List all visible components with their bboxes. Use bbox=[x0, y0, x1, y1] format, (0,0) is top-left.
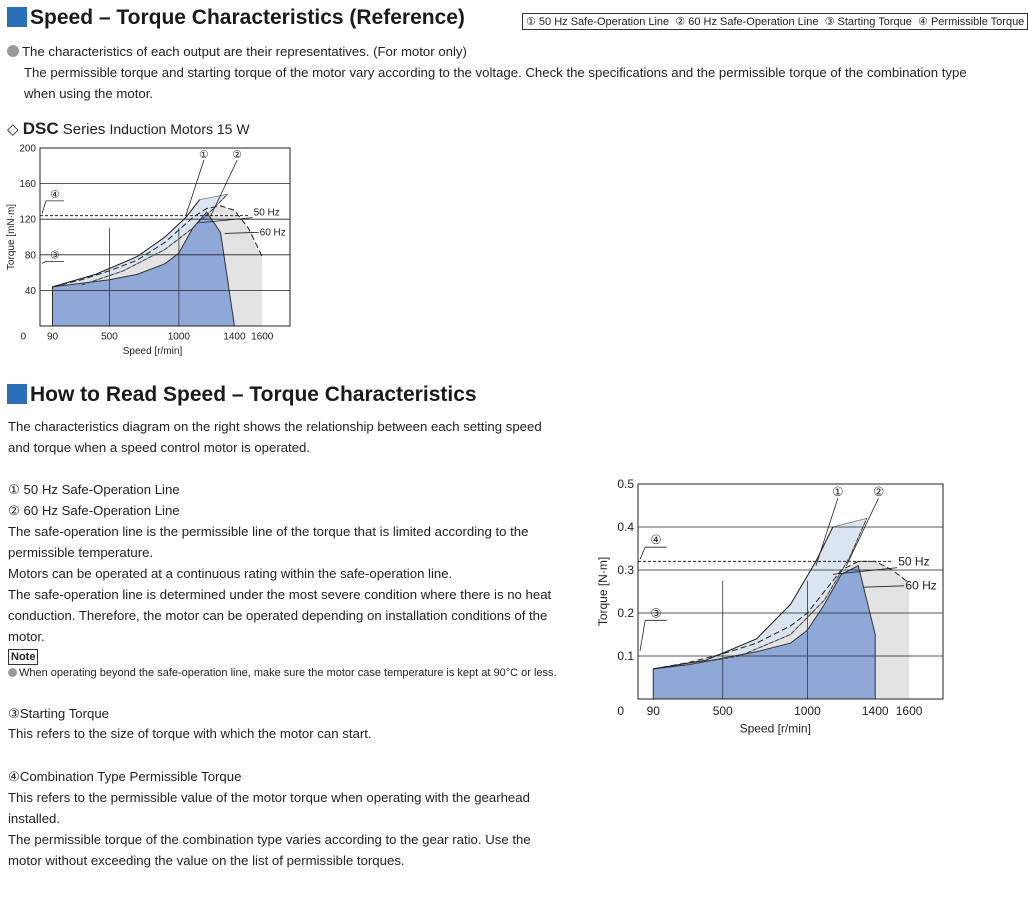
intro-line1: The characteristics diagram on the right shows the relationship between each setting speed bbox=[8, 419, 542, 434]
legend-item: ④ Permissible Torque bbox=[918, 16, 1025, 28]
chart-large bbox=[590, 472, 960, 742]
x-tick-label: 90 bbox=[46, 331, 59, 343]
starting-torque-text: This refers to the size of torque with which the motor can start. bbox=[8, 726, 372, 741]
y-tick-label: 80 bbox=[24, 250, 36, 262]
chart-small bbox=[0, 140, 300, 360]
bullet-dot-icon bbox=[7, 45, 19, 57]
zero-label: 0 bbox=[20, 331, 26, 343]
x-tick-label: 1000 bbox=[794, 704, 821, 719]
marker-1-label: ① bbox=[199, 149, 209, 161]
item1-heading: ① 50 Hz Safe-Operation Line bbox=[8, 482, 180, 497]
para1-line1: The permissible torque and starting torque of the motor vary according to the voltage. Check the specifications and the permissible torque of the combination type bbox=[24, 65, 967, 80]
bullet-dot-icon bbox=[8, 668, 17, 677]
y-tick-label: 200 bbox=[19, 143, 36, 155]
x-tick-label: 1600 bbox=[895, 704, 923, 719]
safe-line2: permissible temperature. bbox=[8, 545, 154, 560]
label-60hz: 60 Hz bbox=[259, 227, 286, 239]
safe-line6: motor. bbox=[8, 629, 45, 644]
marker-4-label: ④ bbox=[650, 533, 662, 548]
x-tick-label: 1400 bbox=[861, 704, 889, 719]
marker-3-label: ③ bbox=[650, 606, 662, 621]
para1-line2: when using the motor. bbox=[24, 86, 154, 101]
safe-line4: The safe-operation line is determined under the most severe condition where there is no heat bbox=[8, 587, 552, 602]
comb-line3: The permissible torque of the combination type varies according to the gear ratio. Use the bbox=[8, 832, 531, 847]
section2-title: How to Read Speed – Torque Characteristics bbox=[7, 383, 477, 407]
series-rest: Induction Motors 15 W bbox=[109, 121, 250, 137]
y-tick-label: 120 bbox=[19, 214, 36, 226]
y-tick-label: 0.1 bbox=[617, 649, 634, 664]
y-tick-label: 160 bbox=[19, 179, 36, 191]
section-marker-icon bbox=[7, 384, 27, 404]
series-code: DSC bbox=[22, 119, 59, 138]
y-axis-label: Torque [N·m] bbox=[595, 556, 610, 627]
y-tick-label: 40 bbox=[24, 285, 36, 297]
bullet-line: The characteristics of each output are their representatives. (For motor only) bbox=[7, 41, 467, 62]
diamond-icon: ◇ bbox=[7, 121, 19, 138]
series-title bbox=[7, 119, 250, 139]
marker-3-leader bbox=[42, 261, 46, 263]
x-tick-label: 90 bbox=[646, 704, 660, 719]
note-label: Note bbox=[8, 649, 38, 665]
marker-4-leader bbox=[42, 201, 46, 214]
comb-line1: This refers to the permissible value of the motor torque when operating with the gearhead bbox=[8, 790, 530, 805]
starting-torque-heading: ③Starting Torque bbox=[8, 706, 110, 721]
series-word: Series bbox=[62, 121, 106, 138]
y-tick-label: 0.5 bbox=[617, 477, 634, 492]
x-tick-label: 500 bbox=[712, 704, 733, 719]
marker-3-leader bbox=[640, 620, 645, 651]
legend-box bbox=[522, 13, 1028, 30]
item2-heading: ② 60 Hz Safe-Operation Line bbox=[8, 503, 180, 518]
safe-line5: conduction. Therefore, the motor can be operated depending on installation conditions of the bbox=[8, 608, 548, 623]
note-text-line: When operating beyond the safe-operation line, make sure the motor case temperature is kept at 90°C or less. bbox=[8, 667, 557, 679]
safe-line1: The safe-operation line is the permissible line of the torque that is limited according to the bbox=[8, 524, 529, 539]
marker-4-label: ④ bbox=[50, 188, 60, 201]
x-axis-label: Speed [r/min] bbox=[122, 346, 183, 357]
label-50hz: 50 Hz bbox=[898, 554, 930, 569]
y-axis-label: Torque [mN·m] bbox=[6, 203, 17, 271]
combination-heading: ④Combination Type Permissible Torque bbox=[8, 769, 242, 784]
safe-line3: Motors can be operated at a continuous rating within the safe-operation line. bbox=[8, 566, 453, 581]
x-tick-label: 500 bbox=[101, 331, 118, 343]
label-50hz: 50 Hz bbox=[253, 207, 280, 219]
x-tick-label: 1000 bbox=[167, 331, 191, 343]
marker-2-label: ② bbox=[232, 149, 242, 161]
marker-1-label: ① bbox=[832, 485, 844, 499]
x-tick-label: 1600 bbox=[251, 331, 274, 343]
comb-line4: motor without exceeding the value on the list of permissible torques. bbox=[8, 853, 405, 868]
y-tick-label: 0.3 bbox=[617, 563, 634, 578]
marker-2-label: ② bbox=[872, 485, 885, 499]
marker-4-leader bbox=[640, 547, 645, 559]
legend-item: ① 50 Hz Safe-Operation Line bbox=[526, 16, 670, 28]
x-tick-label: 1400 bbox=[223, 331, 246, 343]
marker-3-label: ③ bbox=[50, 249, 60, 262]
y-tick-label: 0.2 bbox=[617, 606, 634, 621]
comb-line2: installed. bbox=[8, 811, 61, 826]
zero-label: 0 bbox=[617, 704, 624, 719]
x-axis-label: Speed [r/min] bbox=[739, 721, 811, 736]
legend-item: ③ Starting Torque bbox=[824, 16, 912, 28]
section-marker-icon bbox=[7, 7, 27, 27]
intro-line2: and torque when a speed control motor is operated. bbox=[8, 440, 311, 455]
section1-title: Speed – Torque Characteristics (Reference) bbox=[7, 6, 465, 30]
y-tick-label: 0.4 bbox=[617, 520, 634, 535]
label-60hz: 60 Hz bbox=[905, 578, 937, 593]
legend-item: ② 60 Hz Safe-Operation Line bbox=[675, 16, 819, 28]
